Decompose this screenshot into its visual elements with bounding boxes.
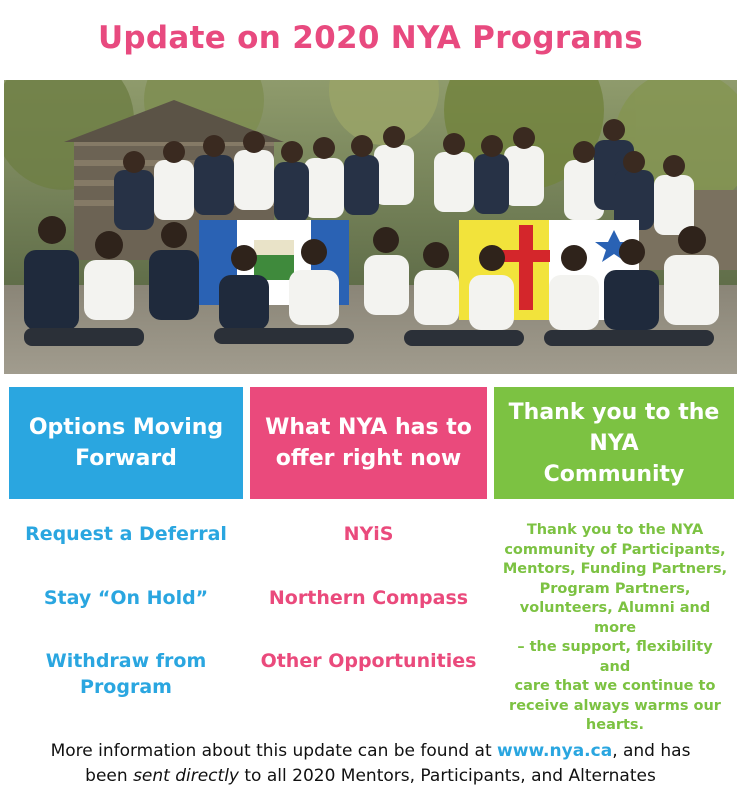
footer-note	[0, 739, 741, 789]
withdraw-item-line1: Withdraw from	[45, 650, 207, 672]
footer-line1-suffix: , and has	[612, 741, 691, 761]
options-heading-line2: Forward	[75, 446, 177, 471]
thanks-heading-line2: NYA	[589, 430, 639, 456]
options-moving-forward-header	[9, 387, 243, 499]
thanks-heading-line1: Thank you to the	[508, 399, 720, 425]
options-heading-line1: Options Moving	[28, 415, 224, 440]
footer-line2	[0, 764, 741, 789]
thanks-line: volunteers, Alumni and more	[519, 600, 711, 636]
thanks-line: Thank you to the NYA	[526, 522, 704, 538]
what-nya-offers-header	[250, 387, 487, 499]
thanks-line: – the support, flexibility and	[517, 639, 713, 675]
thanks-heading-line3: Community	[543, 461, 685, 487]
offer-heading-line2: offer right now	[275, 446, 462, 471]
nya-website-link[interactable]: www.nya.ca	[497, 741, 613, 761]
footer-emphasis: sent directly	[133, 766, 239, 786]
footer-line1-prefix: More information about this update can be found at	[50, 741, 498, 761]
stay-on-hold-item: Stay “On Hold”	[43, 587, 209, 609]
footer-line2-prefix: been	[85, 766, 134, 786]
footer-line2-suffix: to all 2020 Mentors, Participants, and Alternates	[238, 766, 656, 786]
thanks-line: Mentors, Funding Partners,	[502, 561, 728, 577]
thanks-line: care that we continue to	[514, 678, 716, 694]
thanks-line: community of Participants,	[504, 541, 726, 558]
thank-you-header	[494, 387, 734, 499]
northern-compass-item: Northern Compass	[268, 587, 469, 609]
thanks-line: Program Partners,	[539, 580, 691, 597]
withdraw-item-line2: Program	[80, 676, 172, 698]
footer-line1	[0, 739, 741, 764]
thanks-line: hearts.	[585, 717, 645, 733]
thanks-line: receive always warms our	[509, 697, 721, 714]
request-deferral-item: Request a Deferral	[25, 523, 227, 545]
thank-you-text	[500, 521, 730, 736]
offer-heading-line1: What NYA has to	[265, 415, 472, 440]
page-title: Update on 2020 NYA Programs	[97, 20, 644, 56]
other-opportunities-item: Other Opportunities	[260, 650, 477, 672]
nyis-item: NYiS	[343, 523, 394, 545]
group-photo	[4, 80, 737, 374]
